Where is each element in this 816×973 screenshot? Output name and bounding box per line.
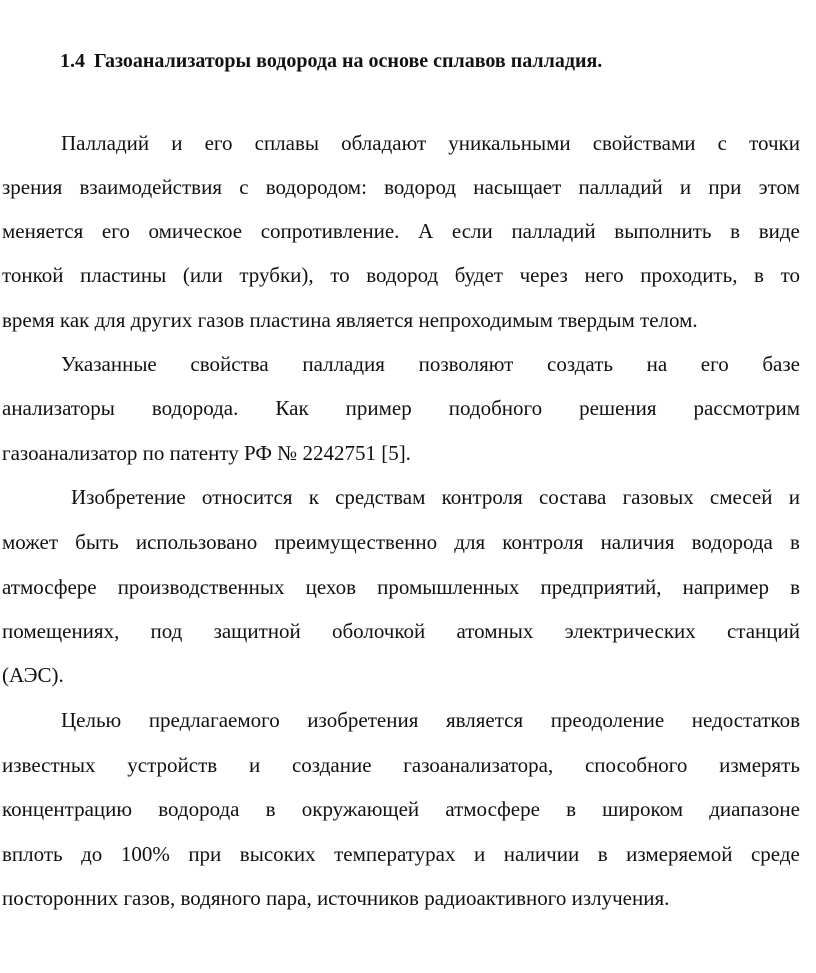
paragraph-3-line-3	[2, 574, 800, 600]
word: А	[418, 219, 434, 243]
word: атомных	[456, 619, 534, 643]
word: базе	[762, 352, 800, 376]
paragraph-4-line-3	[2, 796, 800, 822]
paragraph-1-line-2	[2, 174, 800, 200]
word: и	[171, 131, 183, 155]
word: с	[717, 131, 727, 155]
word: высоких	[239, 842, 316, 866]
word: промышленных	[377, 575, 520, 599]
word: может	[2, 530, 58, 554]
word: уникальными	[448, 131, 571, 155]
word: и	[248, 753, 261, 777]
word: контроля	[502, 530, 584, 554]
word: диапазоне	[709, 797, 800, 821]
word: если	[451, 219, 493, 243]
word: насыщает	[473, 175, 562, 199]
paragraph-2-line-2	[2, 395, 800, 421]
word: смесей	[709, 485, 773, 509]
paragraph-3-line-5: (АЭС).	[2, 663, 64, 687]
word: палладий	[578, 175, 663, 199]
word: его	[204, 131, 233, 155]
word: относится	[201, 485, 293, 509]
word: способного	[584, 753, 688, 777]
word: и	[788, 485, 800, 509]
word: предлагаемого	[148, 708, 280, 732]
paragraph-4-line-5: посторонних газов, водяного пара, источников радиоактивного излучения.	[2, 886, 670, 910]
word: него	[584, 263, 624, 287]
word: анализаторы	[2, 396, 115, 420]
word: при	[708, 175, 742, 199]
word: трубки),	[239, 263, 314, 287]
word: позволяют	[418, 352, 514, 376]
word: вплоть	[2, 842, 63, 866]
word: помещениях,	[2, 619, 120, 643]
word: устройств	[127, 753, 218, 777]
word: пластины	[80, 263, 167, 287]
word: атмосфере	[445, 797, 540, 821]
word: атмосфере	[2, 575, 97, 599]
word: Палладий	[61, 131, 150, 155]
word: в	[265, 797, 276, 821]
word: на	[646, 352, 668, 376]
word: электрических	[564, 619, 696, 643]
word: и	[473, 842, 486, 866]
word: взаимодействия	[79, 175, 222, 199]
paragraph-1-line-3	[2, 218, 800, 244]
paragraph-1-line-4	[2, 262, 800, 288]
word: наличия	[600, 530, 675, 554]
word: через	[519, 263, 568, 287]
word: быть	[75, 530, 119, 554]
word: преодоление	[550, 708, 665, 732]
word: тонкой	[2, 263, 64, 287]
word: температурах	[334, 842, 456, 866]
word: в	[597, 842, 608, 866]
word: использовано	[135, 530, 258, 554]
word: является	[445, 708, 524, 732]
word: окружающей	[301, 797, 420, 821]
word: под	[150, 619, 183, 643]
word: свойствами	[592, 131, 696, 155]
word: его	[700, 352, 729, 376]
word: и	[679, 175, 692, 199]
section-number: 1.4	[60, 50, 85, 72]
word: палладий	[511, 219, 596, 243]
word: в	[790, 530, 800, 554]
word: водород	[366, 263, 439, 287]
paragraph-1-line-1	[61, 130, 800, 156]
word: подобного	[448, 396, 543, 420]
word: в	[790, 575, 800, 599]
word: газовых	[622, 485, 694, 509]
word: пример	[345, 396, 412, 420]
word: широком	[602, 797, 684, 821]
paragraph-4-line-2	[2, 752, 800, 778]
word: изобретения	[307, 708, 419, 732]
word: водорода	[158, 797, 240, 821]
word: водородом:	[265, 175, 367, 199]
word: создание	[291, 753, 372, 777]
word: контроля	[441, 485, 523, 509]
word: оболочкой	[331, 619, 426, 643]
section-title: Газоанализаторы водорода на основе сплавов палладия.	[94, 50, 603, 72]
word: до	[81, 842, 103, 866]
word: Изобретение	[71, 485, 186, 509]
word: газоанализатора,	[403, 753, 554, 777]
word: при	[188, 842, 222, 866]
paragraph-3-line-4	[2, 618, 800, 644]
word: точки	[749, 131, 800, 155]
word: для	[454, 530, 486, 554]
word: Целью	[61, 708, 122, 732]
paragraph-3-line-2	[2, 529, 800, 555]
word: меняется	[2, 219, 84, 243]
word: Указанные	[61, 352, 157, 376]
word: зрения	[2, 175, 63, 199]
word: водород	[384, 175, 457, 199]
section-heading	[60, 49, 602, 73]
paragraph-2-line-3: газоанализатор по патенту РФ № 2242751 [5].	[2, 441, 411, 465]
word: сопротивление.	[260, 219, 400, 243]
word: проходить,	[640, 263, 738, 287]
word: например	[682, 575, 769, 599]
word: производственных	[117, 575, 285, 599]
word: в	[754, 263, 764, 287]
word: то	[330, 263, 350, 287]
word: недостатков	[691, 708, 800, 732]
word: измеряемой	[626, 842, 733, 866]
word: в	[566, 797, 576, 821]
word: к	[308, 485, 319, 509]
paragraph-1-line-5: время как для других газов пластина является непроходимым твердым телом.	[2, 308, 698, 332]
word: измерять	[719, 753, 800, 777]
paragraph-4-line-4	[2, 841, 800, 867]
paragraph-2-line-1	[61, 351, 800, 377]
word: будет	[454, 263, 503, 287]
word: сплавы	[254, 131, 320, 155]
word: водорода.	[151, 396, 239, 420]
word: выполнить	[614, 219, 712, 243]
word: защитной	[213, 619, 301, 643]
word: обладают	[341, 131, 427, 155]
word: станций	[726, 619, 800, 643]
word: создать	[547, 352, 613, 376]
word: предприятий,	[540, 575, 662, 599]
word: в	[730, 219, 741, 243]
paragraph-3-line-1	[71, 484, 800, 510]
word: с	[239, 175, 249, 199]
word: свойства	[190, 352, 269, 376]
word: наличии	[503, 842, 580, 866]
word: палладия	[302, 352, 385, 376]
word: водорода	[691, 530, 773, 554]
word: решения	[579, 396, 657, 420]
paragraph-4-line-1	[61, 707, 800, 733]
word: преимущественно	[274, 530, 438, 554]
word: его	[101, 219, 130, 243]
word: концентрацию	[2, 797, 133, 821]
word: (или	[182, 263, 223, 287]
word: среде	[750, 842, 800, 866]
word: омическое	[148, 219, 243, 243]
word: то	[780, 263, 800, 287]
word: цехов	[305, 575, 357, 599]
word: рассмотрим	[693, 396, 800, 420]
word: состава	[538, 485, 607, 509]
word: 100%	[120, 842, 170, 866]
word: этом	[758, 175, 800, 199]
word: виде	[758, 219, 800, 243]
word: Как	[275, 396, 309, 420]
word: средствам	[335, 485, 426, 509]
word: известных	[2, 753, 96, 777]
